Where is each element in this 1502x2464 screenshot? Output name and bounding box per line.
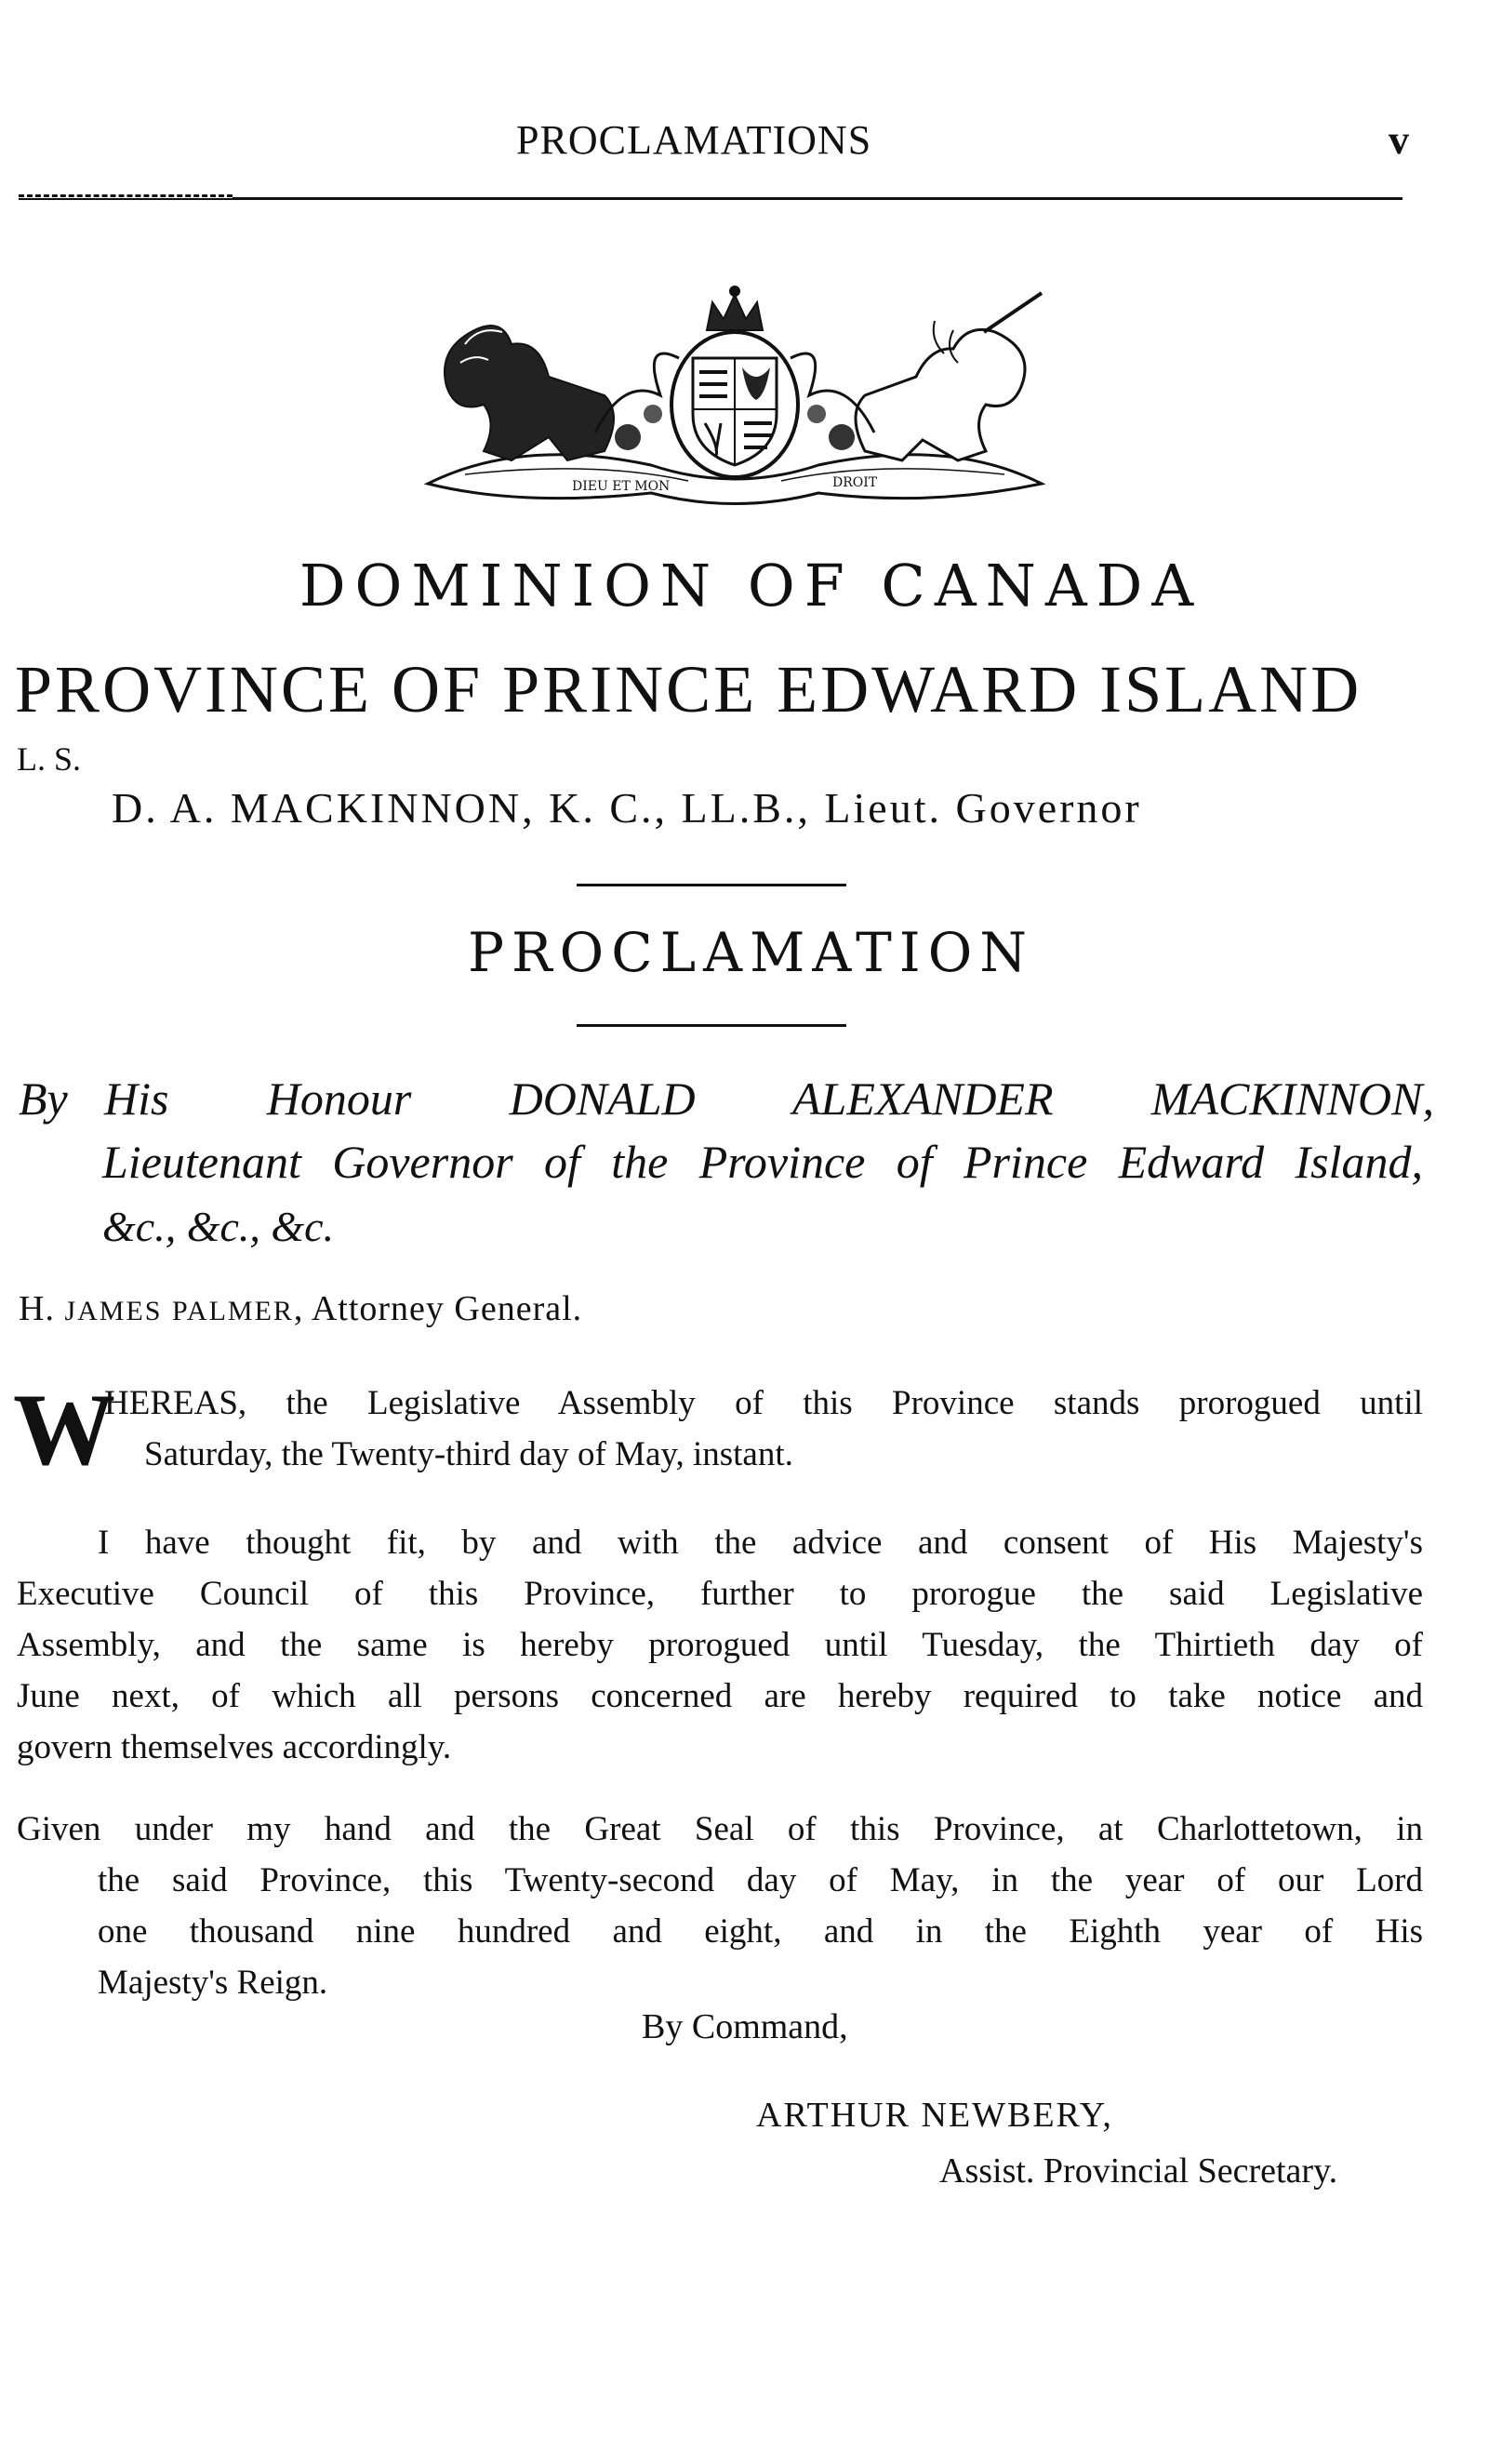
seal-mark: L. S. bbox=[17, 740, 82, 778]
drop-cap: W bbox=[13, 1373, 115, 1486]
rule-below-proclamation bbox=[577, 1024, 846, 1027]
body-line-2: Executive Council of this Province, further to prorogue the said Legislative bbox=[17, 1575, 1423, 1613]
etc-line: &c., &c., &c. bbox=[102, 1203, 335, 1250]
province-heading: PROVINCE OF PRINCE EDWARD ISLAND bbox=[15, 652, 1362, 726]
by-word: By bbox=[19, 1072, 68, 1125]
attorney-last-name: PALMER bbox=[171, 1296, 294, 1326]
attorney-role: , Attorney General. bbox=[293, 1289, 583, 1328]
header-rule-dashed bbox=[19, 194, 233, 197]
dominion-heading: DOMINION OF CANADA bbox=[299, 552, 1203, 619]
given-line-2: the said Province, this Twenty-second day of May, in the year of our Lord bbox=[98, 1861, 1423, 1899]
honour-line: His Honour DONALD ALEXANDER MACKINNON, bbox=[104, 1072, 1434, 1125]
governor-line: D. A. MACKINNON, K. C., LL.B., Lieut. Governor bbox=[112, 784, 1142, 832]
body-line-3: Assembly, and the same is hereby prorogued until Tuesday, the Thirtieth day of bbox=[17, 1626, 1423, 1664]
given-line-1: Given under my hand and the Great Seal of this Province, at Charlottetown, in bbox=[17, 1810, 1423, 1848]
shield-icon bbox=[671, 332, 798, 477]
unicorn-icon bbox=[856, 293, 1042, 460]
royal-coat-of-arms bbox=[409, 274, 1060, 516]
crown-icon bbox=[707, 286, 763, 330]
by-command: By Command, bbox=[642, 2007, 848, 2046]
given-line-4: Majesty's Reign. bbox=[98, 1964, 328, 2002]
lion-icon bbox=[445, 326, 614, 460]
proclamation-title: PROCLAMATION bbox=[467, 921, 1035, 984]
body-line-5: govern themselves accordingly. bbox=[17, 1728, 452, 1766]
signer-title: Assist. Provincial Secretary. bbox=[939, 2151, 1338, 2191]
attorney-line bbox=[19, 1288, 582, 1329]
rule-above-proclamation bbox=[577, 884, 846, 886]
page-number: v bbox=[1389, 117, 1409, 163]
running-title: PROCLAMATIONS bbox=[516, 117, 872, 163]
signer-name: ARTHUR NEWBERY, bbox=[756, 2096, 1113, 2135]
attorney-first-name: JAMES bbox=[64, 1296, 163, 1326]
body-line-4: June next, of which all persons concerned are hereby required to take notice and bbox=[17, 1677, 1423, 1715]
attorney-initial: H. bbox=[19, 1289, 55, 1328]
motto-right: DROIT bbox=[832, 475, 878, 490]
given-line-3: one thousand nine hundred and eight, and in the Eighth year of His bbox=[98, 1912, 1423, 1951]
body-line-1: I have thought fit, by and with the advice and consent of His Majesty's bbox=[98, 1524, 1423, 1562]
motto-left: DIEU ET MON bbox=[572, 479, 671, 494]
running-header bbox=[0, 116, 1502, 172]
whereas-line-2: Saturday, the Twenty-third day of May, instant. bbox=[144, 1435, 793, 1473]
whereas-line-1: HEREAS, the Legislative Assembly of this Province stands prorogued until bbox=[104, 1384, 1423, 1422]
lieutenant-line: Lieutenant Governor of the Province of Prince Edward Island, bbox=[102, 1136, 1423, 1188]
